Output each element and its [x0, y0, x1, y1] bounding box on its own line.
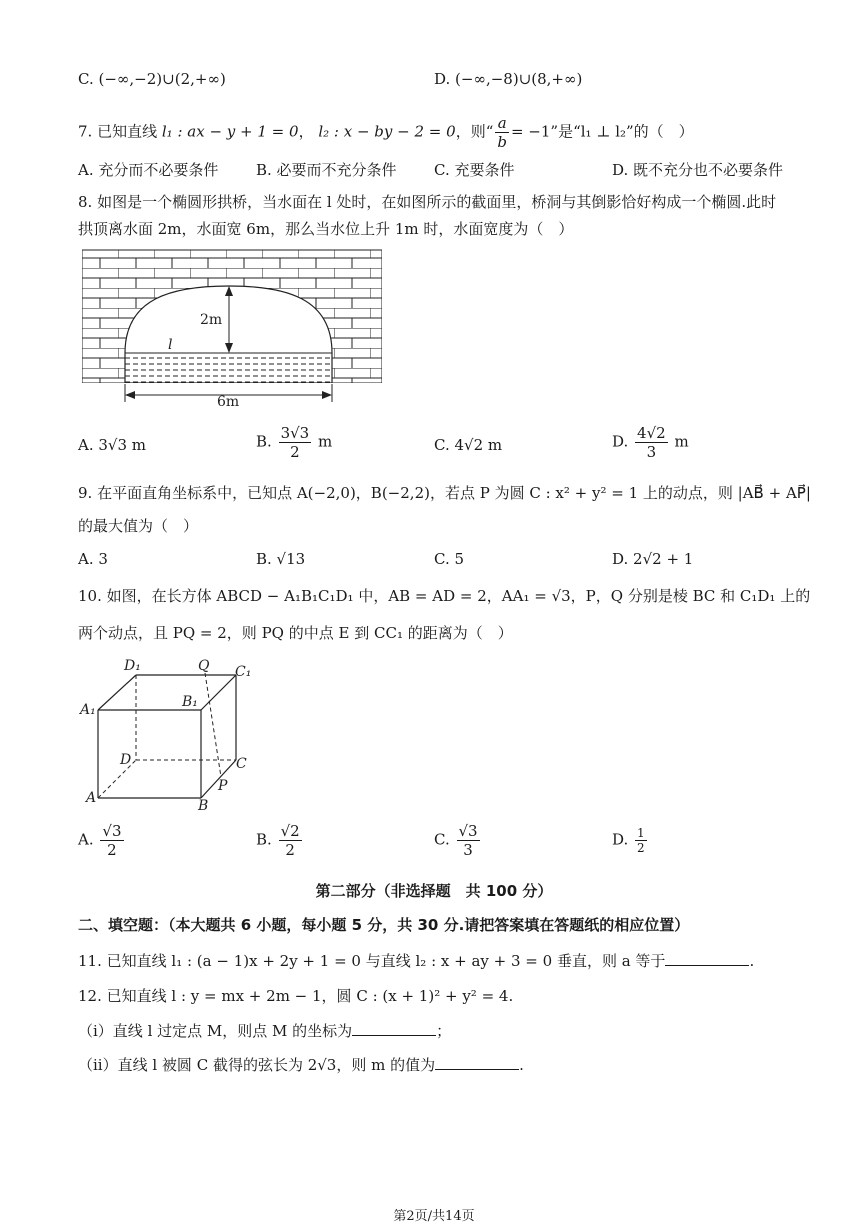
q10-option-c: [434, 822, 482, 859]
q6-option-d-label: D.: [434, 70, 451, 88]
cuboid-figure: [78, 652, 278, 817]
q8-option-d-num: 4√2: [637, 424, 666, 442]
bridge-width-label: 6m: [217, 394, 240, 408]
q7-option-b: B. 必要而不充分条件: [256, 161, 397, 179]
page-footer: 第2页/共14页: [393, 1209, 475, 1224]
q7-line1-eq: l₁ : ax − y + 1 = 0: [161, 122, 299, 141]
q12-sub1-text: （i）直线 l 过定点 M，则点 M 的坐标为: [78, 1022, 353, 1040]
q9-stem-line1: 9. 在平面直角坐标系中，已知点 A(−2,0)，B(−2,2)，若点 P 为圆 C : x² + y² = 1 上的动点，则 |AB⃗ + AP⃗|: [78, 484, 811, 502]
q7-line2-eq: l₂ : x − by − 2 = 0: [318, 122, 456, 141]
q6-option-d: [434, 68, 582, 90]
q12-sub2-answer-blank[interactable]: [435, 1055, 519, 1070]
q7-option-a: A. 充分而不必要条件: [78, 161, 219, 179]
q7-frac-num: a: [495, 114, 509, 133]
q9-option-d: D. 2√2 + 1: [612, 550, 694, 568]
q8-option-b-label: B.: [256, 432, 272, 451]
q10-option-d-den: 2: [637, 841, 645, 855]
q8-option-c-value: 4√2 m: [454, 436, 503, 454]
water-level-label: l: [168, 337, 173, 353]
q7-frac-den: b: [497, 133, 507, 151]
q6-option-c-text: (−∞,−2)∪(2,+∞): [98, 70, 226, 88]
label-b1: B₁: [182, 694, 198, 710]
q12-sub1-end: ；: [436, 1022, 452, 1040]
q8-stem-line1: 8. 如图是一个椭圆形拱桥，当水面在 l 处时，在如图所示的截面里，桥洞与其倒影恰好构成一个椭圆.此时: [78, 193, 777, 211]
section2-title: 二、填空题：（本大题共 6 小题，每小题 5 分，共 30 分.请把答案填在答题纸的相应位置）: [78, 916, 690, 934]
q10-option-c-label: C.: [434, 830, 450, 849]
q10-option-d-label: D.: [612, 830, 629, 849]
label-b: B: [198, 798, 209, 814]
q8-option-a-value: 3√3 m: [98, 436, 147, 454]
q7-option-c: C. 充要条件: [434, 161, 515, 179]
bridge-figure: [82, 248, 382, 408]
q11-text: 11. 已知直线 l₁ : (a − 1)x + 2y + 1 = 0 与直线 l₂ : x + ay + 3 = 0 垂直，则 a 等于: [78, 952, 666, 970]
q7-fraction: [495, 114, 509, 151]
q10-option-d: [612, 826, 649, 855]
q9-option-a: A. 3: [78, 550, 108, 568]
q10-stem-line2: 两个动点，且 PQ = 2，则 PQ 的中点 E 到 CC₁ 的距离为（ ）: [78, 624, 513, 642]
q10-option-a-label: A.: [78, 830, 94, 849]
q10-option-b-num: √2: [280, 822, 300, 840]
q7-eq-tail: = −1”是“l₁ ⊥ l₂”的（ ）: [510, 122, 694, 141]
q8-option-d-label: D.: [612, 432, 629, 451]
q8-option-d-unit: m: [674, 432, 689, 451]
q10-option-d-num: 1: [637, 826, 645, 840]
q12-sub2: [78, 1054, 524, 1076]
q10-option-c-den: 3: [463, 841, 473, 859]
q8-option-d-den: 3: [646, 443, 657, 461]
q10-stem-line1: 10. 如图，在长方体 ABCD − A₁B₁C₁D₁ 中，AB = AD = 2，AA₁ = √3，P，Q 分别是棱 BC 和 C₁D₁ 上的: [78, 587, 811, 605]
q8-stem-line2: 拱顶离水面 2m，水面宽 6m，那么当水位上升 1m 时，水面宽度为（ ）: [78, 220, 574, 238]
q7-option-d: D. 既不充分也不必要条件: [612, 161, 784, 179]
label-c1: C₁: [235, 664, 252, 680]
q12-sub2-text: （ii）直线 l 被圆 C 截得的弦长为 2√3，则 m 的值为: [78, 1056, 436, 1074]
q11: [78, 950, 754, 972]
q8-option-d: [612, 424, 689, 461]
q6-option-d-text: (−∞,−8)∪(8,+∞): [455, 70, 583, 88]
q8-option-a: [78, 434, 146, 456]
q9-stem-line2: 的最大值为（ ）: [78, 517, 199, 535]
q10-option-a: [78, 822, 126, 859]
q8-option-a-label: A.: [78, 436, 94, 454]
q8-option-b: [256, 424, 332, 461]
q6-option-c: [78, 68, 226, 90]
label-q: Q: [198, 658, 210, 674]
q10-option-c-num: √3: [458, 822, 478, 840]
q7-stem-start: 7. 已知直线: [78, 122, 158, 141]
q7-stem: 7. 已知直线 l₁ : ax − y + 1 = 0， l₂ : x − by − 2 = 0，则“ $\frac{a}{b}$ = −1”是“l₁ ⊥ l₂”的（ ）: [78, 114, 694, 151]
q8-option-b-unit: m: [318, 432, 333, 451]
label-p: P: [218, 778, 228, 794]
q10-option-a-num: √3: [102, 822, 122, 840]
q12-sub1: [78, 1020, 451, 1042]
label-a1: A₁: [80, 702, 96, 718]
q11-end: .: [749, 952, 755, 970]
q9-option-b: B. √13: [256, 550, 306, 568]
q7-then: ，则“: [455, 122, 494, 141]
q8-option-c: [434, 434, 502, 456]
q12-sub2-end: .: [519, 1056, 524, 1074]
label-a: A: [86, 790, 97, 806]
label-c: C: [236, 756, 247, 772]
q10-option-b-label: B.: [256, 830, 272, 849]
q9-option-c: C. 5: [434, 550, 465, 568]
bridge-height-label: 2m: [200, 312, 223, 328]
q10-option-a-den: 2: [107, 841, 117, 859]
q10-option-b-den: 2: [285, 841, 295, 859]
q11-answer-blank[interactable]: [665, 951, 749, 966]
label-d: D: [120, 752, 132, 768]
label-d1: D₁: [124, 658, 141, 674]
q8-option-b-den: 2: [290, 443, 300, 461]
q12-sub1-answer-blank[interactable]: [352, 1021, 436, 1036]
q8-option-b-num: 3√3: [280, 424, 310, 442]
q6-option-c-label: C.: [78, 70, 94, 88]
q8-option-c-label: C.: [434, 436, 450, 454]
part2-title: 第二部分（非选择题 共 100 分）: [315, 882, 553, 900]
q10-option-b: [256, 822, 304, 859]
q12-stem: 12. 已知直线 l : y = mx + 2m − 1，圆 C : (x + 1)² + y² = 4.: [78, 987, 514, 1005]
